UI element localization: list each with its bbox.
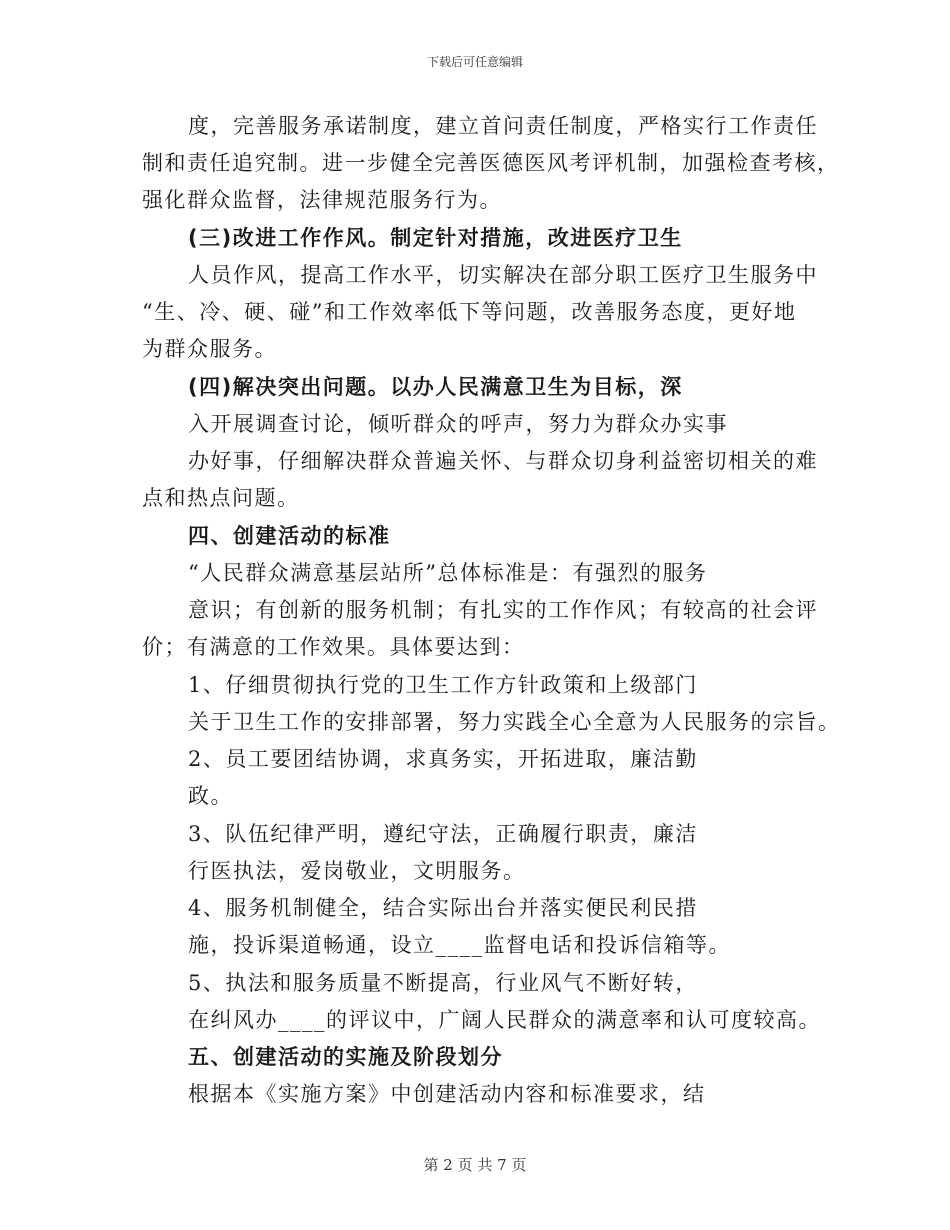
paragraph-line: 3、队伍纪律严明，遵纪守法，正确履行职责，廉洁 [188, 822, 698, 846]
paragraph-line: 2、员工要团结协调，求真务实，开拓进取，廉洁勤 [188, 747, 698, 771]
paragraph-line: 制和责任追究制。进一步健全完善医德医风考评机制，加强检查考核， [142, 151, 840, 175]
section-heading: (四)解决突出问题。以办人民满意卫生为目标，深 [188, 375, 683, 399]
section-heading: 五、创建活动的实施及阶段划分 [188, 1045, 503, 1069]
paragraph-line: 度，完善服务承诺制度，建立首问责任制度，严格实行工作责任 [188, 114, 818, 138]
paragraph-line: 意识；有创新的服务机制；有扎实的工作作风；有较高的社会评 [188, 598, 818, 622]
section-heading: 四、创建活动的标准 [188, 524, 391, 548]
paragraph-line: 在纠风办____的评议中，广阔人民群众的满意率和认可度较高。 [188, 1008, 821, 1032]
paragraph-line: “人民群众满意基层站所”总体标准是：有强烈的服务 [188, 561, 708, 585]
paragraph-line: 点和热点问题。 [142, 486, 300, 510]
page-footer: 第 2 页 共 7 页 [423, 1156, 527, 1174]
paragraph-line: 入开展调查讨论，倾听群众的呼声，努力为群众办实事 [188, 412, 728, 436]
paragraph-line: 1、仔细贯彻执行党的卫生工作方针政策和上级部门 [188, 673, 698, 697]
paragraph-line: 价；有满意的工作效果。具体要达到： [142, 635, 525, 659]
paragraph-line: 关于卫生工作的安排部署，努力实践全心全意为人民服务的宗旨。 [188, 710, 841, 734]
paragraph-line: 人员作风，提高工作水平，切实解决在部分职工医疗卫生服务中 [188, 263, 818, 287]
paragraph-line: 根据本《实施方案》中创建活动内容和标准要求，结 [188, 1082, 706, 1106]
paragraph-line: 政。 [188, 784, 233, 808]
paragraph-line: 为群众服务。 [142, 337, 277, 361]
paragraph-line: 施，投诉渠道畅通，设立____监督电话和投诉信箱等。 [188, 933, 731, 957]
paragraph-line: 5、执法和服务质量不断提高，行业风气不断好转， [188, 971, 698, 995]
paragraph-line: 4、服务机制健全，结合实际出台并落实便民利民措 [188, 896, 698, 920]
section-heading: (三)改进工作作风。制定针对措施，改进医疗卫生 [188, 226, 683, 250]
page-header: 下载后可任意编辑 [426, 55, 523, 69]
paragraph-line: “生、冷、硬、碰”和工作效率低下等问题，改善服务态度，更好地 [142, 300, 797, 324]
paragraph-line: 办好事，仔细解决群众普遍关怀、与群众切身利益密切相关的难 [188, 449, 818, 473]
paragraph-line: 强化群众监督，法律规范服务行为。 [142, 188, 502, 212]
paragraph-line: 行医执法，爱岗敬业，文明服务。 [188, 859, 526, 883]
